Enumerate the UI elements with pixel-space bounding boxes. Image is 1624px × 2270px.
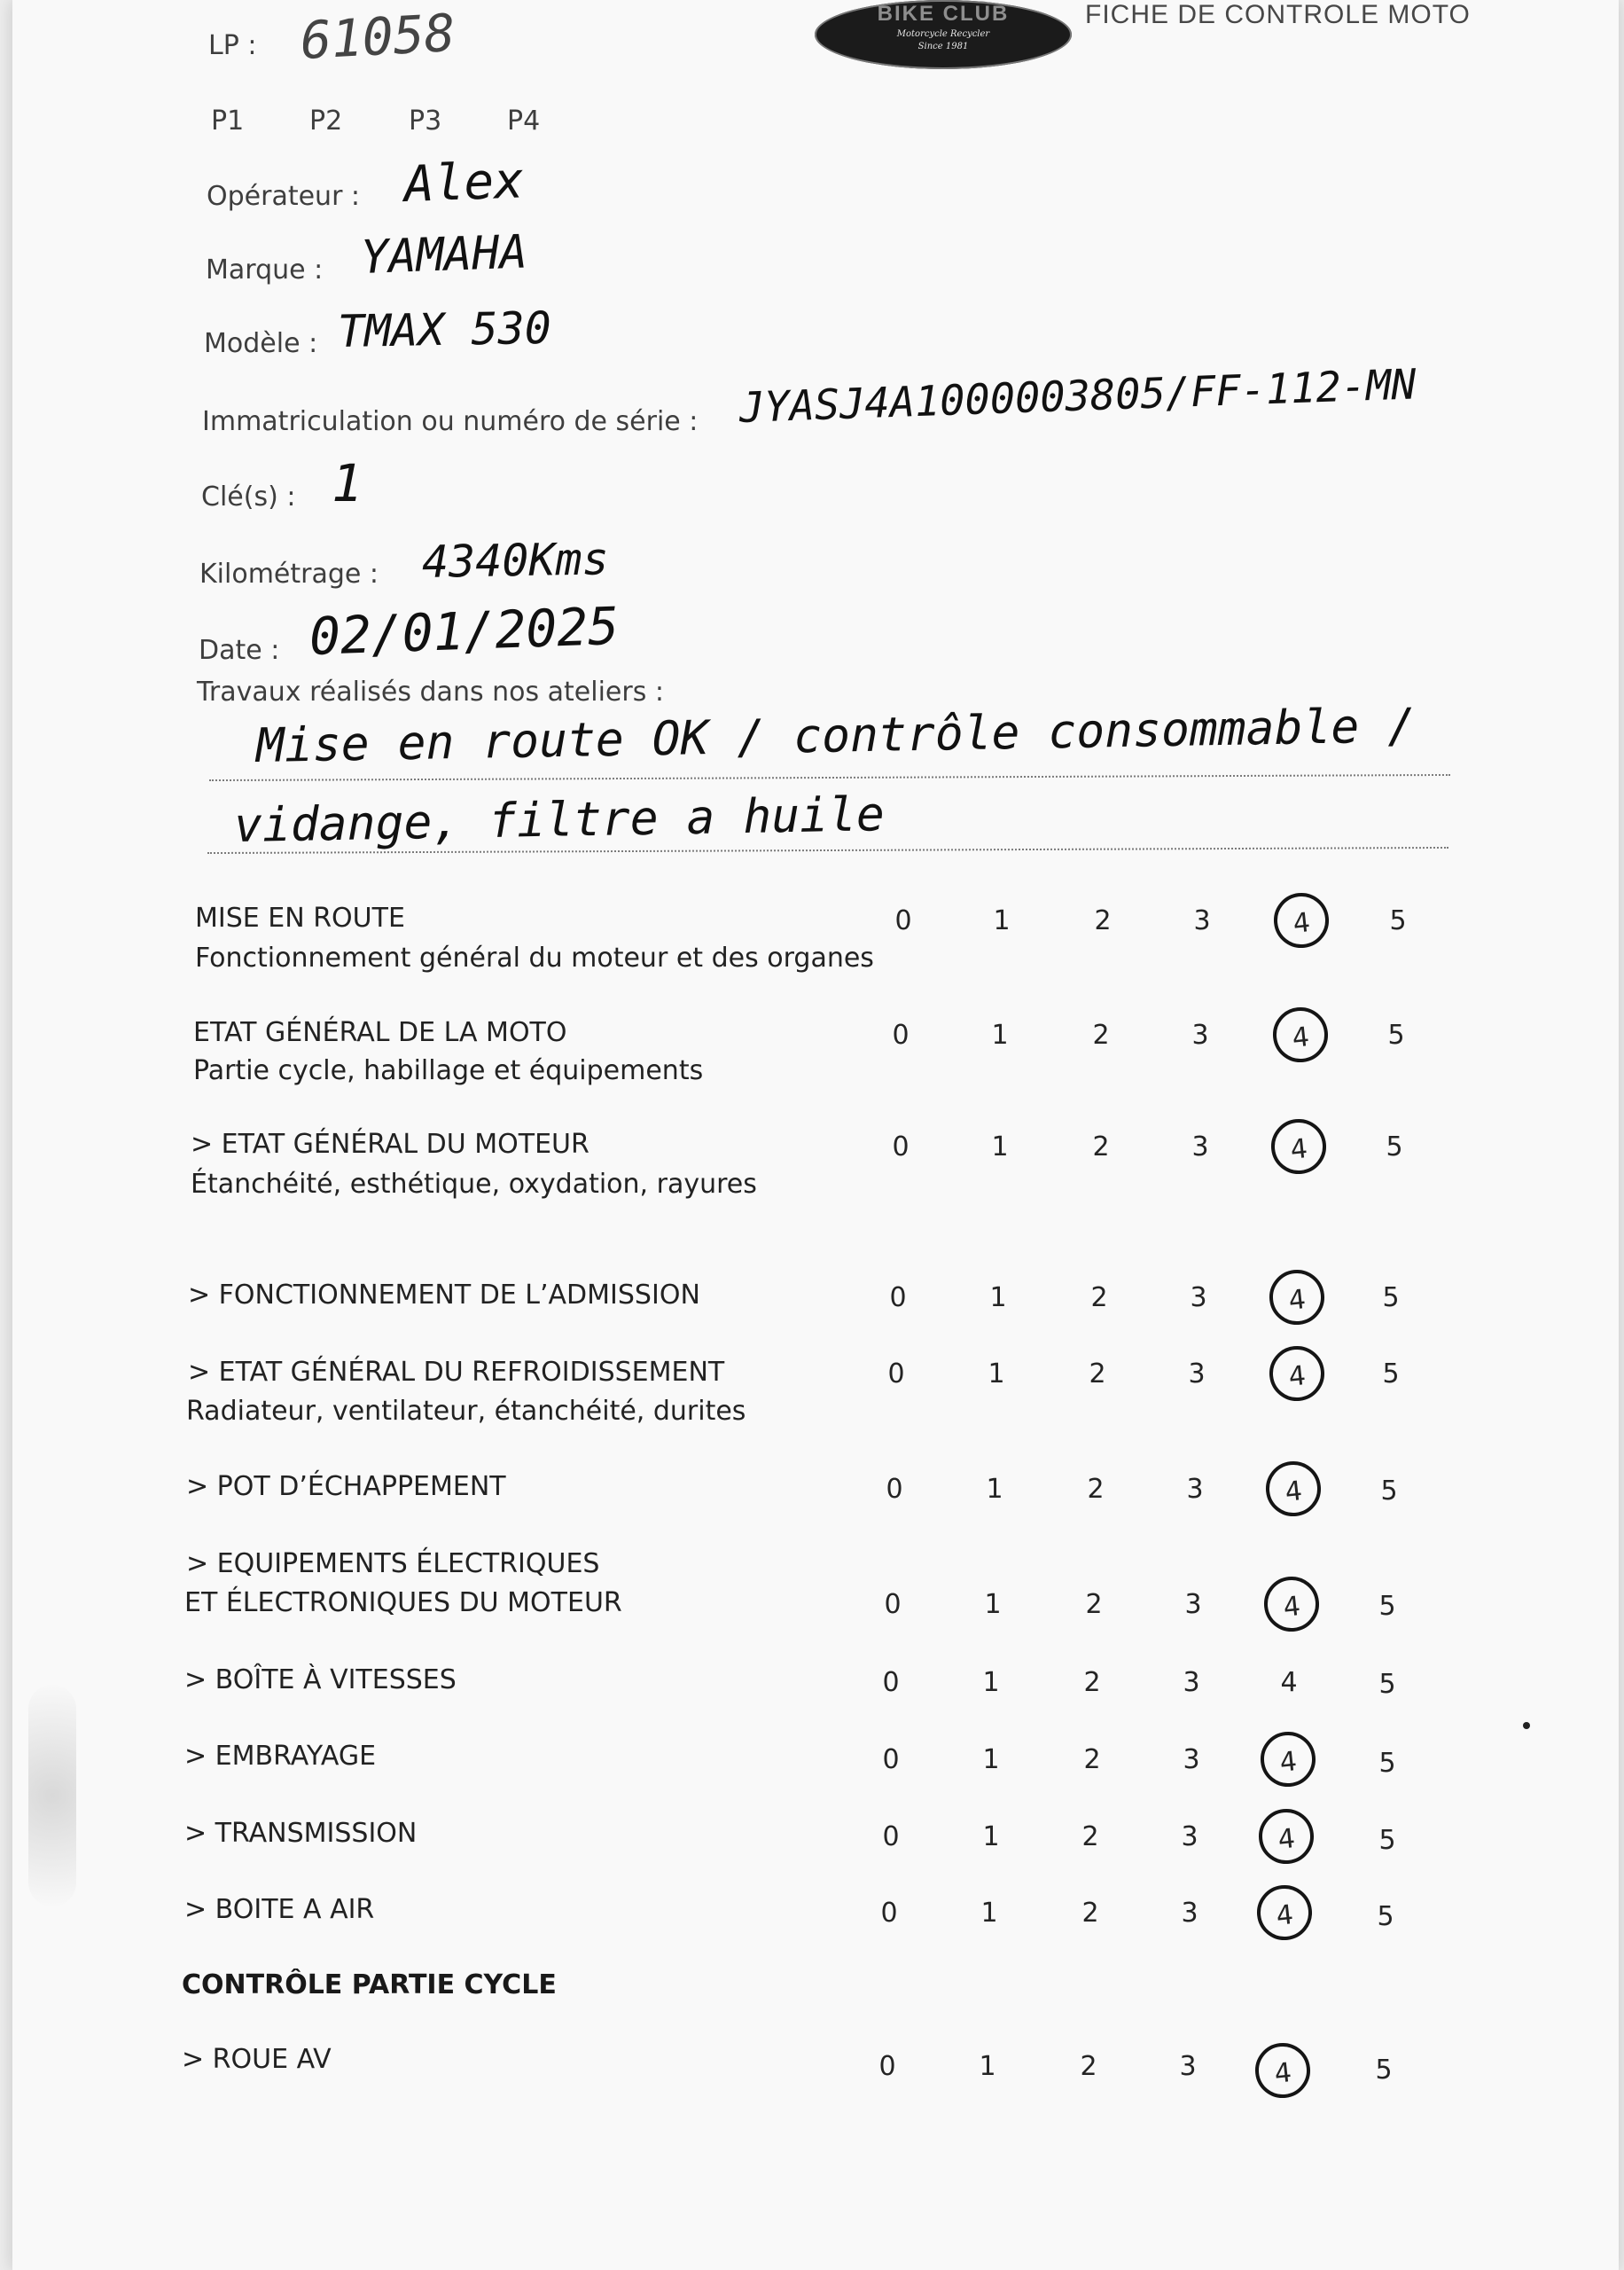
score-0-etat-moto: 0 — [892, 1020, 910, 1051]
section-heading-controle-partie-cycle: CONTRÔLE PARTIE CYCLE — [182, 1969, 557, 2000]
score-2-mise-en-route: 2 — [1094, 905, 1112, 936]
model-label: Modèle : — [204, 328, 318, 359]
inspection-title-etat-moteur: > ETAT GÉNÉRAL DU MOTEUR — [191, 1129, 589, 1160]
score-5-embrayage: 5 — [1378, 1748, 1396, 1779]
score-0-etat-moteur: 0 — [892, 1131, 910, 1162]
date-value: 02/01/2025 — [308, 595, 621, 667]
inspection-title-roue-av: > ROUE AV — [182, 2044, 332, 2075]
score-2-admission: 2 — [1090, 1282, 1108, 1313]
logo-title: BIKE CLUB — [877, 2, 1010, 26]
score-3-mise-en-route: 3 — [1193, 905, 1211, 936]
score-0-refroidissement: 0 — [887, 1358, 905, 1389]
score-0-transmission: 0 — [882, 1821, 900, 1852]
score-2-equipements: 2 — [1085, 1589, 1103, 1620]
selected-score-4-equipements: 4 — [1261, 1574, 1322, 1634]
work-line-1: Mise en route OK / contrôle consommable / — [255, 699, 1417, 773]
document-title: FICHE DE CONTROLE MOTO — [1085, 0, 1471, 29]
score-1-roue-av: 1 — [979, 2051, 996, 2082]
operator-label: Opérateur : — [207, 181, 361, 212]
work-label: Travaux réalisés dans nos ateliers : — [197, 677, 664, 708]
score-1-admission: 1 — [989, 1282, 1007, 1313]
inspection-subtitle-mise-en-route: Fonctionnement général du moteur et des organes — [195, 943, 874, 974]
serial-label: Immatriculation ou numéro de série : — [202, 406, 699, 437]
score-3-etat-moto: 3 — [1191, 1020, 1209, 1051]
score-0-embrayage: 0 — [882, 1744, 900, 1775]
mileage-label: Kilométrage : — [199, 559, 379, 590]
score-5-etat-moto: 5 — [1387, 1020, 1405, 1051]
inspection-title-pot-echappement: > POT D’ÉCHAPPEMENT — [186, 1471, 506, 1502]
scanned-form-page — [12, 0, 1619, 2270]
score-2-boite-vitesses: 2 — [1083, 1667, 1101, 1698]
score-5-refroidissement: 5 — [1382, 1358, 1400, 1389]
position-p3: P3 — [409, 106, 442, 137]
score-5-pot-echappement: 5 — [1380, 1476, 1398, 1507]
keys-value: 1 — [332, 453, 363, 513]
score-1-etat-moteur: 1 — [991, 1131, 1009, 1162]
date-label: Date : — [199, 635, 280, 666]
score-0-boite-vitesses: 0 — [882, 1667, 900, 1698]
score-2-roue-av: 2 — [1080, 2051, 1097, 2082]
score-5-transmission: 5 — [1378, 1825, 1396, 1856]
score-2-transmission: 2 — [1081, 1821, 1099, 1852]
score-2-refroidissement: 2 — [1089, 1358, 1106, 1389]
inspection-title-transmission: > TRANSMISSION — [184, 1818, 418, 1849]
score-1-boite-air: 1 — [980, 1898, 998, 1929]
logo-since: Since 1981 — [917, 42, 969, 51]
score-3-roue-av: 3 — [1179, 2051, 1197, 2082]
score-1-mise-en-route: 1 — [993, 905, 1011, 936]
score-5-mise-en-route: 5 — [1389, 905, 1407, 936]
score-1-boite-vitesses: 1 — [982, 1667, 1000, 1698]
scan-dot — [1523, 1722, 1530, 1729]
score-5-boite-vitesses: 5 — [1378, 1669, 1396, 1700]
score-0-roue-av: 0 — [878, 2051, 896, 2082]
inspection-title-etat-moto: ETAT GÉNÉRAL DE LA MOTO — [193, 1017, 567, 1048]
operator-value: Alex — [402, 152, 525, 214]
inspection-title-boite-vitesses: > BOÎTE À VITESSES — [184, 1664, 457, 1695]
score-4-boite-vitesses: 4 — [1280, 1667, 1298, 1698]
score-5-equipements: 5 — [1378, 1591, 1396, 1622]
selected-score-4-admission: 4 — [1267, 1267, 1327, 1327]
score-5-admission: 5 — [1382, 1282, 1400, 1313]
selected-score-4-mise-en-route: 4 — [1271, 890, 1331, 951]
score-2-etat-moteur: 2 — [1092, 1131, 1110, 1162]
inspection-title-embrayage: > EMBRAYAGE — [184, 1741, 377, 1772]
inspection-subtitle-equipements: ET ÉLECTRONIQUES DU MOTEUR — [184, 1587, 622, 1618]
score-3-transmission: 3 — [1181, 1821, 1198, 1852]
selected-score-4-transmission: 4 — [1256, 1806, 1316, 1867]
score-1-embrayage: 1 — [982, 1744, 1000, 1775]
inspection-title-equipements: > EQUIPEMENTS ÉLECTRIQUES — [186, 1548, 600, 1579]
lp-value: 61058 — [299, 2, 457, 71]
work-dotted-line-1 — [209, 774, 1450, 781]
score-2-pot-echappement: 2 — [1087, 1474, 1105, 1505]
selected-score-4-pot-echappement: 4 — [1263, 1459, 1323, 1519]
inspection-title-admission: > FONCTIONNEMENT DE L’ADMISSION — [188, 1280, 700, 1311]
score-3-refroidissement: 3 — [1188, 1358, 1206, 1389]
score-3-etat-moteur: 3 — [1191, 1131, 1209, 1162]
serial-value: JYASJ4A1000003805/FF-112-MN — [738, 360, 1417, 433]
score-3-boite-vitesses: 3 — [1183, 1667, 1200, 1698]
score-3-pot-echappement: 3 — [1186, 1474, 1204, 1505]
scan-shadow — [28, 1685, 76, 1906]
score-0-boite-air: 0 — [880, 1898, 898, 1929]
score-2-embrayage: 2 — [1083, 1744, 1101, 1775]
position-p2: P2 — [309, 106, 343, 137]
score-1-transmission: 1 — [982, 1821, 1000, 1852]
model-value: TMAX 530 — [337, 301, 552, 357]
selected-score-4-refroidissement: 4 — [1267, 1343, 1327, 1404]
score-5-roue-av: 5 — [1375, 2055, 1393, 2086]
selected-score-4-etat-moteur: 4 — [1269, 1116, 1329, 1177]
work-line-2: vidange, filtre a huile — [233, 787, 886, 853]
keys-label: Clé(s) : — [201, 481, 296, 513]
score-5-boite-air: 5 — [1377, 1901, 1394, 1932]
score-0-mise-en-route: 0 — [894, 905, 912, 936]
score-1-equipements: 1 — [984, 1589, 1002, 1620]
brand-value: YAMAHA — [359, 225, 528, 285]
mileage-value: 4340Kms — [421, 533, 610, 588]
inspection-subtitle-refroidissement: Radiateur, ventilateur, étanchéité, durites — [186, 1396, 746, 1427]
score-0-pot-echappement: 0 — [886, 1474, 903, 1505]
inspection-title-refroidissement: > ETAT GÉNÉRAL DU REFROIDISSEMENT — [188, 1357, 725, 1388]
inspection-subtitle-etat-moteur: Étanchéité, esthétique, oxydation, rayures — [191, 1169, 757, 1200]
score-0-equipements: 0 — [884, 1589, 902, 1620]
score-0-admission: 0 — [889, 1282, 907, 1313]
selected-score-4-roue-av: 4 — [1253, 2040, 1313, 2101]
score-3-equipements: 3 — [1184, 1589, 1202, 1620]
score-1-etat-moto: 1 — [991, 1020, 1009, 1051]
lp-label: LP : — [208, 30, 257, 61]
score-2-etat-moto: 2 — [1092, 1020, 1110, 1051]
score-1-refroidissement: 1 — [988, 1358, 1005, 1389]
logo-tagline: Motorcycle Recycler — [896, 29, 990, 39]
score-5-etat-moteur: 5 — [1386, 1131, 1403, 1162]
selected-score-4-embrayage: 4 — [1258, 1729, 1318, 1789]
score-3-admission: 3 — [1190, 1282, 1207, 1313]
position-p1: P1 — [211, 106, 245, 137]
score-2-boite-air: 2 — [1081, 1898, 1099, 1929]
inspection-title-boite-air: > BOITE A AIR — [184, 1894, 375, 1925]
score-1-pot-echappement: 1 — [986, 1474, 1003, 1505]
company-logo — [815, 0, 1072, 73]
position-p4: P4 — [507, 106, 541, 137]
score-3-embrayage: 3 — [1183, 1744, 1200, 1775]
inspection-title-mise-en-route: MISE EN ROUTE — [195, 903, 405, 934]
inspection-subtitle-etat-moto: Partie cycle, habillage et équipements — [193, 1055, 704, 1086]
selected-score-4-etat-moto: 4 — [1270, 1005, 1331, 1065]
score-3-boite-air: 3 — [1181, 1898, 1198, 1929]
brand-label: Marque : — [206, 254, 324, 286]
selected-score-4-boite-air: 4 — [1254, 1883, 1315, 1943]
